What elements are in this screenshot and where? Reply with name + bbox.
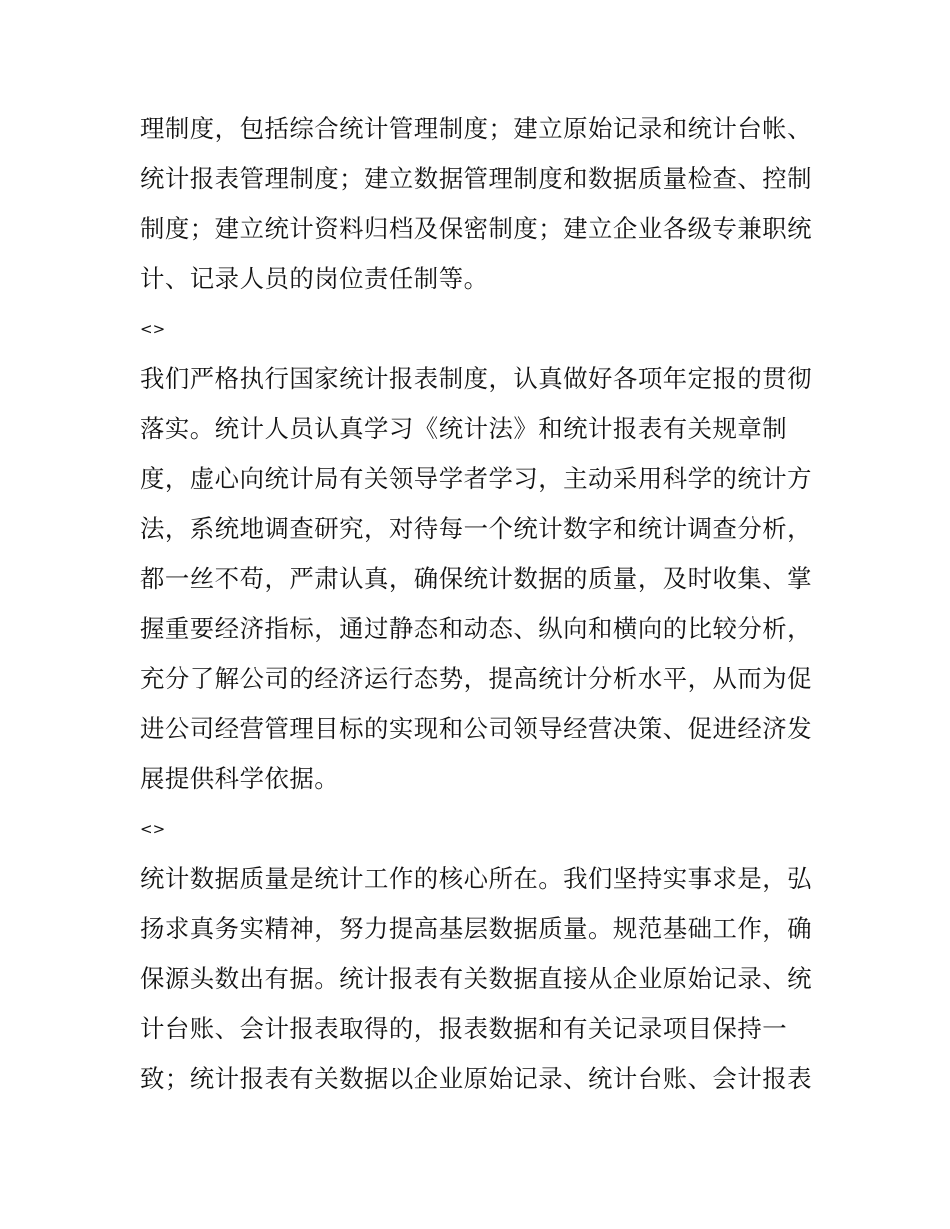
text-line: 致；统计报表有关数据以企业原始记录、统计台账、会计报表 xyxy=(140,1064,813,1093)
text-line: 计台账、会计报表取得的，报表数据和有关记录项目保持一 xyxy=(140,1014,788,1043)
paragraph xyxy=(140,104,820,304)
text-line: 都一丝不苟，严肃认真，确保统计数据的质量，及时收集、掌 xyxy=(140,564,813,593)
text-line: 展提供科学依据。 xyxy=(140,764,340,793)
text-line: 充分了解公司的经济运行态势，提高统计分析水平，从而为促 xyxy=(140,664,813,693)
text-line: 计、记录人员的岗位责任制等。 xyxy=(140,264,489,293)
text-line: 保源头数出有据。统计报表有关数据直接从企业原始记录、统 xyxy=(140,964,813,993)
text-line: 法，系统地调查研究，对待每一个统计数字和统计调查分析， xyxy=(140,514,813,543)
text-line: 进公司经营管理目标的实现和公司领导经营决策、促进经济发 xyxy=(140,714,813,743)
text-line: 握重要经济指标，通过静态和动态、纵向和横向的比较分析， xyxy=(140,614,813,643)
paragraph xyxy=(140,354,820,804)
section-separator: <> xyxy=(140,320,166,338)
text-line: 制度；建立统计资料归档及保密制度；建立企业各级专兼职统 xyxy=(140,214,813,243)
text-line: 扬求真务实精神，努力提高基层数据质量。规范基础工作，确 xyxy=(140,914,813,943)
text-line: 落实。统计人员认真学习《统计法》和统计报表有关规章制 xyxy=(140,414,788,443)
section-separator: <> xyxy=(140,820,166,838)
text-line: 理制度，包括综合统计管理制度；建立原始记录和统计台帐、 xyxy=(140,114,813,143)
text-line: 度，虚心向统计局有关领导学者学习，主动采用科学的统计方 xyxy=(140,464,813,493)
paragraph xyxy=(140,854,820,1104)
text-line: 统计报表管理制度；建立数据管理制度和数据质量检查、控制 xyxy=(140,164,813,193)
text-line: 统计数据质量是统计工作的核心所在。我们坚持实事求是，弘 xyxy=(140,864,813,893)
text-line: 我们严格执行国家统计报表制度，认真做好各项年定报的贯彻 xyxy=(140,364,813,393)
document-body xyxy=(140,104,820,1104)
